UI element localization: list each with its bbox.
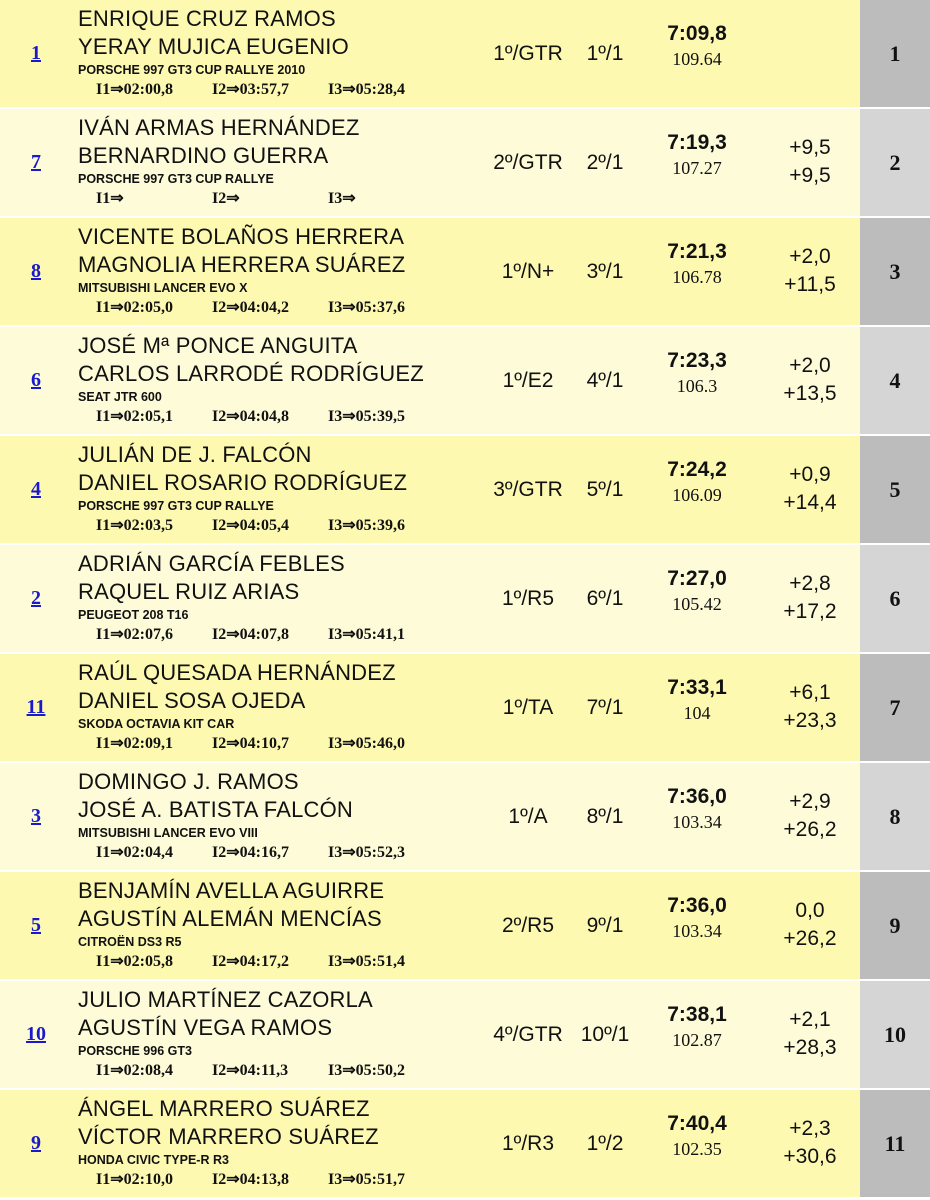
split-times bbox=[96, 188, 478, 210]
result-row bbox=[0, 763, 930, 870]
codriver-name: MAGNOLIA HERRERA SUÁREZ bbox=[78, 252, 406, 277]
result-row bbox=[0, 981, 930, 1088]
stage-time: 7:36,0 bbox=[667, 894, 727, 917]
car-model: PORSCHE 997 GT3 CUP RALLYE 2010 bbox=[78, 63, 306, 77]
split-3: I3⇒05:39,6 bbox=[328, 517, 405, 534]
dorsal-link[interactable]: 10 bbox=[26, 1023, 46, 1045]
driver-name: JOSÉ Mª PONCE ANGUITA bbox=[78, 333, 358, 358]
class-position: 1º/TA bbox=[502, 695, 554, 719]
crew-info bbox=[78, 114, 478, 210]
average-speed: 106.3 bbox=[676, 376, 718, 396]
split-3: I3⇒ bbox=[328, 190, 356, 207]
gap-to-previous: +2,0 bbox=[789, 245, 831, 268]
class-position: 1º/R3 bbox=[501, 1131, 555, 1155]
average-speed: 105.42 bbox=[672, 594, 722, 614]
class-position: 1º/R5 bbox=[501, 586, 555, 610]
split-2: I2⇒04:11,3 bbox=[212, 1062, 289, 1079]
crew-info bbox=[78, 5, 478, 101]
car-model: MITSUBISHI LANCER EVO VIII bbox=[78, 826, 258, 840]
codriver-name: RAQUEL RUIZ ARIAS bbox=[78, 579, 300, 604]
split-times bbox=[96, 951, 478, 973]
class-position: 4º/GTR bbox=[493, 1022, 563, 1046]
result-row bbox=[0, 872, 930, 979]
time-cell bbox=[640, 783, 754, 833]
split-3: I3⇒05:51,4 bbox=[328, 953, 405, 970]
car-model: PEUGEOT 208 T16 bbox=[78, 608, 189, 622]
group-position: 8º/1 bbox=[586, 804, 624, 828]
codriver-name: JOSÉ A. BATISTA FALCÓN bbox=[78, 797, 353, 822]
gap-to-previous: +2,0 bbox=[789, 354, 831, 377]
gap-to-previous: +0,9 bbox=[789, 463, 831, 486]
group-position: 7º/1 bbox=[586, 695, 624, 719]
codriver-name: AGUSTÍN VEGA RAMOS bbox=[78, 1015, 333, 1040]
gap-to-leader: +17,2 bbox=[783, 600, 837, 623]
dorsal-link[interactable]: 7 bbox=[31, 151, 41, 173]
result-row bbox=[0, 0, 930, 107]
driver-name: ENRIQUE CRUZ RAMOS bbox=[78, 6, 336, 31]
gap-cell bbox=[760, 352, 860, 408]
split-times bbox=[96, 1060, 478, 1082]
driver-name: IVÁN ARMAS HERNÁNDEZ bbox=[78, 115, 360, 140]
average-speed: 106.09 bbox=[672, 485, 722, 505]
split-times bbox=[96, 515, 478, 537]
overall-position: 3 bbox=[860, 218, 930, 325]
split-2: I2⇒03:57,7 bbox=[212, 81, 289, 98]
split-3: I3⇒05:41,1 bbox=[328, 626, 405, 643]
stage-time: 7:21,3 bbox=[667, 240, 727, 263]
codriver-name: CARLOS LARRODÉ RODRÍGUEZ bbox=[78, 361, 424, 386]
gap-cell bbox=[760, 1115, 860, 1171]
split-3: I3⇒05:50,2 bbox=[328, 1062, 405, 1079]
driver-name: VICENTE BOLAÑOS HERRERA bbox=[78, 224, 405, 249]
time-cell bbox=[640, 892, 754, 942]
gap-to-leader: +23,3 bbox=[783, 709, 837, 732]
codriver-name: DANIEL ROSARIO RODRÍGUEZ bbox=[78, 470, 408, 495]
crew-info bbox=[78, 223, 478, 319]
gap-to-leader: +14,4 bbox=[783, 491, 837, 514]
dorsal-link[interactable]: 6 bbox=[31, 369, 41, 391]
split-1: I1⇒02:10,0 bbox=[96, 1171, 173, 1188]
gap-cell bbox=[760, 897, 860, 953]
gap-to-previous: +2,3 bbox=[789, 1117, 831, 1140]
split-2: I2⇒04:16,7 bbox=[212, 844, 289, 861]
driver-name: RAÚL QUESADA HERNÁNDEZ bbox=[78, 660, 396, 685]
overall-position: 11 bbox=[860, 1090, 930, 1197]
time-cell bbox=[640, 20, 754, 70]
stage-time: 7:09,8 bbox=[667, 22, 727, 45]
overall-position: 4 bbox=[860, 327, 930, 434]
stage-time: 7:23,3 bbox=[667, 349, 727, 372]
average-speed: 109.64 bbox=[672, 49, 722, 69]
class-position: 2º/GTR bbox=[493, 150, 563, 174]
dorsal-link[interactable]: 1 bbox=[31, 42, 41, 64]
crew-info bbox=[78, 1095, 478, 1191]
crew-info bbox=[78, 332, 478, 428]
time-cell bbox=[640, 674, 754, 724]
split-times bbox=[96, 1169, 478, 1191]
stage-time: 7:36,0 bbox=[667, 785, 727, 808]
codriver-name: AGUSTÍN ALEMÁN MENCÍAS bbox=[78, 906, 382, 931]
group-position: 9º/1 bbox=[586, 913, 624, 937]
gap-to-leader: +9,5 bbox=[789, 164, 831, 187]
dorsal-link[interactable]: 5 bbox=[31, 914, 41, 936]
average-speed: 104 bbox=[683, 703, 711, 723]
gap-to-previous: +2,8 bbox=[789, 572, 831, 595]
split-2: I2⇒04:13,8 bbox=[212, 1171, 289, 1188]
overall-position: 6 bbox=[860, 545, 930, 652]
split-2: I2⇒04:10,7 bbox=[212, 735, 289, 752]
group-position: 10º/1 bbox=[580, 1022, 630, 1046]
average-speed: 102.35 bbox=[672, 1139, 722, 1159]
crew-info bbox=[78, 659, 478, 755]
time-cell bbox=[640, 456, 754, 506]
driver-name: JULIO MARTÍNEZ CAZORLA bbox=[78, 987, 373, 1012]
gap-to-previous: +2,1 bbox=[789, 1008, 831, 1031]
time-cell bbox=[640, 1001, 754, 1051]
split-2: I2⇒04:07,8 bbox=[212, 626, 289, 643]
split-1: I1⇒02:03,5 bbox=[96, 517, 173, 534]
crew-info bbox=[78, 768, 478, 864]
split-3: I3⇒05:28,4 bbox=[328, 81, 405, 98]
gap-to-leader: +28,3 bbox=[783, 1036, 837, 1059]
driver-name: JULIÁN DE J. FALCÓN bbox=[78, 442, 312, 467]
car-model: PORSCHE 997 GT3 CUP RALLYE bbox=[78, 172, 274, 186]
gap-to-leader: +11,5 bbox=[784, 273, 836, 296]
car-model: HONDA CIVIC TYPE-R R3 bbox=[78, 1153, 229, 1167]
gap-to-leader: +26,2 bbox=[783, 818, 837, 841]
crew-info bbox=[78, 877, 478, 973]
split-times bbox=[96, 842, 478, 864]
driver-name: BENJAMÍN AVELLA AGUIRRE bbox=[78, 878, 385, 903]
dorsal-link[interactable]: 8 bbox=[31, 260, 41, 282]
overall-position: 9 bbox=[860, 872, 930, 979]
gap-to-previous: 0,0 bbox=[795, 899, 825, 922]
crew-info bbox=[78, 441, 478, 537]
stage-time: 7:19,3 bbox=[667, 131, 727, 154]
car-model: SEAT JTR 600 bbox=[78, 390, 162, 404]
split-times bbox=[96, 733, 478, 755]
class-position: 1º/N+ bbox=[501, 259, 555, 283]
split-3: I3⇒05:52,3 bbox=[328, 844, 405, 861]
dorsal-link[interactable]: 9 bbox=[31, 1132, 41, 1154]
group-position: 2º/1 bbox=[586, 150, 624, 174]
gap-cell bbox=[760, 461, 860, 517]
dorsal-link[interactable]: 4 bbox=[31, 478, 41, 500]
split-2: I2⇒04:05,4 bbox=[212, 517, 289, 534]
average-speed: 102.87 bbox=[672, 1030, 722, 1050]
gap-cell bbox=[760, 243, 860, 299]
split-1: I1⇒02:00,8 bbox=[96, 81, 173, 98]
group-position: 6º/1 bbox=[586, 586, 624, 610]
stage-time: 7:27,0 bbox=[667, 567, 727, 590]
result-row bbox=[0, 436, 930, 543]
split-2: I2⇒04:04,2 bbox=[212, 299, 289, 316]
split-2: I2⇒04:04,8 bbox=[212, 408, 289, 425]
average-speed: 103.34 bbox=[672, 812, 722, 832]
class-position: 2º/R5 bbox=[501, 913, 555, 937]
stage-time: 7:40,4 bbox=[667, 1112, 727, 1135]
class-position: 3º/GTR bbox=[493, 477, 563, 501]
split-times bbox=[96, 406, 478, 428]
driver-name: ADRIÁN GARCÍA FEBLES bbox=[78, 551, 345, 576]
split-1: I1⇒02:08,4 bbox=[96, 1062, 173, 1079]
gap-cell bbox=[760, 788, 860, 844]
gap-cell bbox=[760, 1006, 860, 1062]
class-position: 1º/E2 bbox=[502, 368, 554, 392]
split-times bbox=[96, 624, 478, 646]
gap-cell bbox=[760, 570, 860, 626]
gap-cell bbox=[760, 134, 860, 190]
result-row bbox=[0, 218, 930, 325]
result-row bbox=[0, 109, 930, 216]
time-cell bbox=[640, 565, 754, 615]
group-position: 4º/1 bbox=[586, 368, 624, 392]
gap-to-leader: +30,6 bbox=[783, 1145, 837, 1168]
group-position: 3º/1 bbox=[586, 259, 624, 283]
split-1: I1⇒02:05,1 bbox=[96, 408, 173, 425]
crew-info bbox=[78, 550, 478, 646]
car-model: SKODA OCTAVIA KIT CAR bbox=[78, 717, 235, 731]
class-position: 1º/A bbox=[508, 804, 548, 828]
overall-position: 1 bbox=[860, 0, 930, 107]
time-cell bbox=[640, 347, 754, 397]
split-1: I1⇒02:05,8 bbox=[96, 953, 173, 970]
group-position: 1º/2 bbox=[586, 1131, 624, 1155]
car-model: PORSCHE 996 GT3 bbox=[78, 1044, 192, 1058]
split-times bbox=[96, 297, 478, 319]
gap-to-previous: +6,1 bbox=[789, 681, 831, 704]
split-2: I2⇒04:17,2 bbox=[212, 953, 289, 970]
split-1: I1⇒ bbox=[96, 190, 124, 207]
overall-position: 5 bbox=[860, 436, 930, 543]
codriver-name: DANIEL SOSA OJEDA bbox=[78, 688, 306, 713]
overall-position: 7 bbox=[860, 654, 930, 761]
split-1: I1⇒02:05,0 bbox=[96, 299, 173, 316]
class-position: 1º/GTR bbox=[493, 41, 563, 65]
split-1: I1⇒02:04,4 bbox=[96, 844, 173, 861]
time-cell bbox=[640, 238, 754, 288]
car-model: MITSUBISHI LANCER EVO X bbox=[78, 281, 248, 295]
overall-position: 2 bbox=[860, 109, 930, 216]
car-model: CITROËN DS3 R5 bbox=[78, 935, 182, 949]
gap-to-leader: +13,5 bbox=[783, 382, 837, 405]
average-speed: 106.78 bbox=[672, 267, 722, 287]
overall-position: 10 bbox=[860, 981, 930, 1088]
dorsal-link[interactable]: 2 bbox=[31, 587, 41, 609]
average-speed: 103.34 bbox=[672, 921, 722, 941]
split-2: I2⇒ bbox=[212, 190, 240, 207]
result-row bbox=[0, 327, 930, 434]
split-1: I1⇒02:09,1 bbox=[96, 735, 173, 752]
split-3: I3⇒05:37,6 bbox=[328, 299, 405, 316]
stage-time: 7:38,1 bbox=[667, 1003, 727, 1026]
codriver-name: YERAY MUJICA EUGENIO bbox=[78, 34, 349, 59]
result-row bbox=[0, 654, 930, 761]
dorsal-link[interactable]: 11 bbox=[26, 696, 46, 718]
split-1: I1⇒02:07,6 bbox=[96, 626, 173, 643]
split-3: I3⇒05:46,0 bbox=[328, 735, 405, 752]
gap-to-previous: +2,9 bbox=[789, 790, 831, 813]
result-row bbox=[0, 545, 930, 652]
split-3: I3⇒05:39,5 bbox=[328, 408, 405, 425]
stage-time: 7:24,2 bbox=[667, 458, 727, 481]
gap-to-previous: +9,5 bbox=[789, 136, 831, 159]
codriver-name: VÍCTOR MARRERO SUÁREZ bbox=[78, 1124, 379, 1149]
driver-name: DOMINGO J. RAMOS bbox=[78, 769, 299, 794]
dorsal-link[interactable]: 3 bbox=[31, 805, 41, 827]
car-model: PORSCHE 997 GT3 CUP RALLYE bbox=[78, 499, 274, 513]
crew-info bbox=[78, 986, 478, 1082]
stage-time: 7:33,1 bbox=[667, 676, 727, 699]
group-position: 5º/1 bbox=[586, 477, 624, 501]
gap-to-leader: +26,2 bbox=[783, 927, 837, 950]
gap-cell bbox=[760, 679, 860, 735]
group-position: 1º/1 bbox=[586, 41, 624, 65]
time-cell bbox=[640, 1110, 754, 1160]
split-3: I3⇒05:51,7 bbox=[328, 1171, 405, 1188]
driver-name: ÁNGEL MARRERO SUÁREZ bbox=[78, 1096, 370, 1121]
split-times bbox=[96, 79, 478, 101]
average-speed: 107.27 bbox=[672, 158, 722, 178]
result-row bbox=[0, 1090, 930, 1197]
time-cell bbox=[640, 129, 754, 179]
codriver-name: BERNARDINO GUERRA bbox=[78, 143, 329, 168]
overall-position: 8 bbox=[860, 763, 930, 870]
